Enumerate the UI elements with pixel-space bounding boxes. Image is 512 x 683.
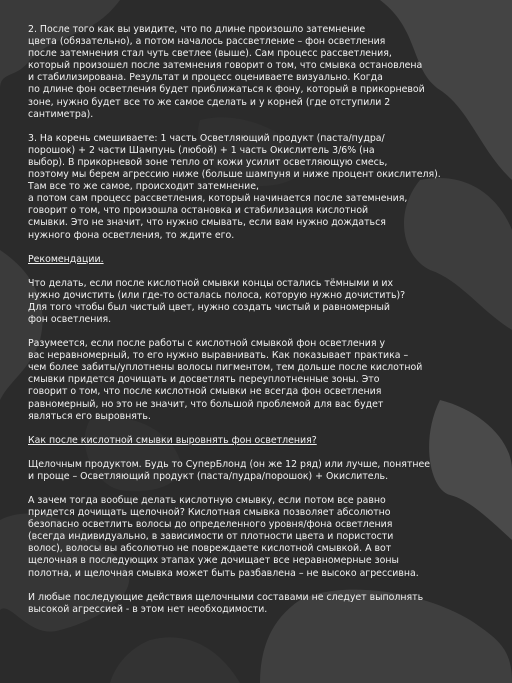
text-line: полотна, и щелочная смывка может быть разбавлена – не высоко агрессивна. xyxy=(28,567,419,579)
text-line: А зачем тогда вообще делать кислотную смывку, если потом все равно xyxy=(28,495,386,506)
document-page xyxy=(28,24,488,628)
text-line: смывки придется дочищать и досветлять переуплотненные зоны. Это xyxy=(28,374,380,386)
text-line: 2. После того как вы увидите, что по длине произошло затемнение xyxy=(28,24,366,35)
text-line: безопасно осветлить волосы до определенного уровня/фона осветления xyxy=(28,519,393,531)
text-line: порошок) + 2 части Шампунь (любой) + 1 часть Окислитель 3/6% (на xyxy=(28,144,375,156)
paragraph-dark-ends xyxy=(28,278,488,326)
text-line: высокой агрессией - в этом нет необходимости. xyxy=(28,603,268,615)
text-line: по длине фон осветления будет приближаться к фону, который в прикорневой xyxy=(28,84,425,96)
text-line: Для того чтобы был чистый цвет, нужно создать чистый и равномерный xyxy=(28,301,390,313)
text-line: Разумеется, если после работы с кислотной смывкой фон осветления у xyxy=(28,338,386,350)
heading-how-to-even: Как после кислотной смывки выровнять фон осветления? xyxy=(28,434,317,446)
text-line: смывки. Это не значит, что нужно смывать, если вам нужно дождаться xyxy=(28,217,386,229)
text-line: равномерный, но это не значит, что большой проблемой для вас будет xyxy=(28,398,384,410)
text-line: цвета (обязательно), а потом началось рассветление – фон осветления xyxy=(28,36,386,48)
text-line: после затемнения стал чуть светлее (выше). Сам процесс рассветления, xyxy=(28,48,392,60)
text-line: поэтому мы берем агрессию ниже (больше шампуня и ниже процент окислителя). xyxy=(28,169,441,181)
text-line: нужного фона осветления, то ждите его. xyxy=(28,229,235,241)
paragraph-final-note xyxy=(28,592,488,616)
text-line: волос), волосы вы абсолютно не повреждаете кислотной смывкой. А вот xyxy=(28,543,392,555)
paragraph-uneven-background xyxy=(28,338,488,423)
text-line: Щелочным продуктом. Будь то СуперБлонд (он же 12 ряд) или лучше, понятнее xyxy=(28,458,431,470)
text-line: фон осветления. xyxy=(28,313,112,325)
text-line: который произошел после затемнения говорит о том, что смывка остановлена xyxy=(28,60,423,72)
text-line: сантиметра). xyxy=(28,108,94,120)
text-line: вас неравномерный, то его нужно выравнивать. Как показывает практика – xyxy=(28,350,409,362)
heading-recommendations: Рекомендации. xyxy=(28,253,104,265)
text-line: И любые последующие действия щелочными составами не следует выполнять xyxy=(28,591,424,603)
paragraph-step-2 xyxy=(28,24,488,121)
text-line: щелочная в последующих этапах уже дочищает все неравномерные зоны xyxy=(28,555,399,567)
text-line: придется дочищать щелочной? Кислотная смывка позволяет абсолютно xyxy=(28,507,391,519)
text-line: (всегда индивидуально, в зависимости от плотности цвета и пористости xyxy=(28,531,394,543)
text-line: зоне, нужно будет все то же самое сделать и у корней (где отступили 2 xyxy=(28,96,391,108)
paragraph-step-3 xyxy=(28,133,488,242)
text-line: и стабилизирована. Результат и процесс оцениваете визуально. Когда xyxy=(28,72,383,84)
text-line: и проще – Осветляющий продукт (паста/пудра/порошок) + Окислитель. xyxy=(28,470,389,482)
text-line: 3. На корень смешиваете: 1 часть Осветляющий продукт (паста/пудра/ xyxy=(28,132,385,144)
text-line: выбор). В прикорневой зоне тепло от кожи усилит осветляющую смесь, xyxy=(28,156,388,168)
text-line: говорит о том, что после кислотной смывки не всегда фон осветления xyxy=(28,386,382,398)
text-line: а потом сам процесс рассветления, который начинается после затемнения, xyxy=(28,193,408,205)
text-line: нужно дочистить (или где-то осталась полоса, которую нужно дочистить)? xyxy=(28,289,406,301)
text-line: чем более забиты/уплотнены волосы пигментом, тем дольше после кислотной xyxy=(28,362,423,374)
text-line: Там все то же самое, происходит затемнение, xyxy=(28,181,260,193)
paragraph-alkaline-product xyxy=(28,459,488,483)
text-line: говорит о том, что произошла остановка и стабилизация кислотной xyxy=(28,205,369,217)
paragraph-why-acid-wash xyxy=(28,495,488,580)
text-line: являться его выровнять. xyxy=(28,410,151,422)
text-line: Что делать, если после кислотной смывки концы остались тёмными и их xyxy=(28,277,394,289)
